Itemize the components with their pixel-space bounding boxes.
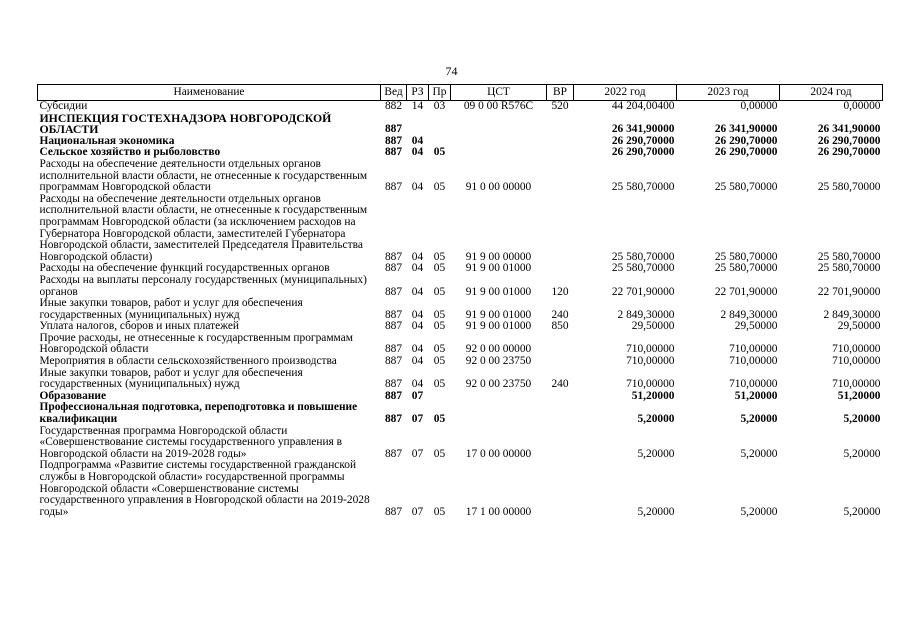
row-ved: 887	[384, 308, 403, 321]
row-name: Мероприятия в области сельскохозяйственного производства	[39, 355, 337, 368]
row-pr: 05	[433, 447, 446, 460]
row-name: Расходы на обеспечение деятельности отдельных органов исполнительной власти области, не отнесенные к государственным программам Новгородской области	[39, 157, 368, 194]
row-2024: 22 701,90000	[817, 285, 881, 298]
row-pr: 03	[433, 100, 446, 112]
header-vr: ВР	[547, 85, 574, 101]
row-2024: 2 849,30000	[823, 308, 881, 321]
row-2023: 22 701,90000	[714, 285, 778, 298]
row-ved: 887	[384, 389, 403, 402]
row-pr: 05	[433, 355, 446, 368]
row-ved: 887	[384, 378, 403, 391]
row-2022: 25 580,70000	[611, 181, 675, 194]
row-cst: 92 0 00 00000	[465, 343, 532, 356]
row-name: Государственная программа Новгородской области «Совершенствование системы государственного управления в Новгородской области на 2019-2028 годы»	[39, 424, 343, 460]
row-ved: 887	[384, 285, 403, 298]
row-rz: 07	[411, 389, 424, 402]
row-rz: 04	[411, 378, 424, 391]
row-name: ИНСПЕКЦИЯ ГОСТЕХНАДЗОРА НОВГОРОДСКОЙ ОБЛАСТИ	[39, 110, 332, 137]
table-header-row	[38, 85, 883, 101]
row-pr: 05	[433, 308, 446, 321]
row-2023: 25 580,70000	[714, 181, 778, 194]
header-2024: 2024 год	[780, 85, 883, 101]
row-pr: 05	[433, 285, 446, 298]
row-name: Расходы на выплаты персоналу государственных (муниципальных) органов	[39, 273, 367, 298]
row-name: Расходы на обеспечение функций государственных органов	[39, 262, 330, 275]
row-2023: 710,00000	[729, 355, 778, 368]
row-2023: 5,20000	[740, 505, 778, 518]
row-pr: 05	[433, 378, 446, 391]
row-2024: 710,00000	[832, 355, 881, 368]
row-name: Прочие расходы, не отнесенные к государственным программам Новгородской области	[39, 331, 353, 356]
header-rz: РЗ	[407, 85, 429, 101]
table-row	[38, 356, 883, 368]
row-2024: 0,00000	[843, 100, 881, 112]
row-2022: 25 580,70000	[611, 250, 675, 263]
row-2023: 26 290,70000	[714, 134, 778, 147]
row-pr: 05	[433, 320, 446, 333]
row-ved: 887	[384, 262, 403, 275]
budget-table	[37, 84, 883, 518]
row-ved: 887	[384, 505, 403, 518]
row-2024: 710,00000	[832, 343, 881, 356]
row-vr	[547, 460, 574, 518]
row-2024: 26 341,90000	[817, 123, 881, 136]
row-rz: 04	[411, 146, 424, 159]
row-name: Подпрограмма «Развитие системы государственной гражданской службы в Новгородской области» государственной программы Новгородской области «Совершенствование системы государственного управления в Новгородской области на 2019-2028 годы»	[39, 459, 370, 518]
row-2024: 29,50000	[837, 320, 881, 333]
row-2022: 26 290,70000	[611, 134, 675, 147]
row-name: Образование	[39, 389, 107, 402]
row-rz: 07	[411, 447, 424, 460]
row-name: Национальная экономика	[39, 134, 175, 147]
row-2022: 44 204,00400	[611, 100, 675, 112]
row-vr: 240	[551, 378, 569, 391]
row-2023: 25 580,70000	[714, 262, 778, 275]
row-ved: 887	[384, 181, 403, 194]
row-pr: 05	[433, 250, 446, 263]
table-row	[38, 368, 883, 391]
row-2023: 5,20000	[740, 413, 778, 426]
row-2022: 22 701,90000	[611, 285, 675, 298]
row-2023: 0,00000	[740, 100, 778, 112]
row-2024: 26 290,70000	[817, 134, 881, 147]
row-rz: 07	[411, 413, 424, 426]
row-name: Сельское хозяйство и рыболовство	[39, 146, 221, 159]
row-2022: 710,00000	[626, 378, 675, 391]
table-row	[38, 298, 883, 321]
row-cst: 17 1 00 00000	[465, 505, 532, 518]
row-pr: 05	[433, 343, 446, 356]
row-2024: 25 580,70000	[817, 262, 881, 275]
row-rz: 04	[411, 343, 424, 356]
row-name: Иные закупки товаров, работ и услуг для обеспечения государственных (муниципальных) нужд	[39, 366, 303, 391]
row-vr: 120	[551, 285, 569, 298]
row-name: Профессиональная подготовка, переподготовка и повышение квалификации	[39, 401, 358, 426]
row-vr: 850	[551, 320, 569, 333]
row-2024: 26 290,70000	[817, 146, 881, 159]
row-pr: 05	[433, 505, 446, 518]
row-2024: 25 580,70000	[817, 181, 881, 194]
row-pr: 05	[433, 413, 446, 426]
row-vr	[547, 333, 574, 356]
row-2022: 51,20000	[631, 389, 675, 402]
header-2022: 2022 год	[574, 85, 677, 101]
row-2023: 26 290,70000	[714, 146, 778, 159]
row-2022: 26 341,90000	[611, 123, 675, 136]
header-2023: 2023 год	[677, 85, 780, 101]
row-2022: 29,50000	[631, 320, 675, 333]
row-rz: 04	[411, 285, 424, 298]
row-2022: 2 849,30000	[617, 308, 675, 321]
row-cst: 91 9 00 01000	[465, 285, 532, 298]
row-vr	[547, 426, 574, 461]
row-rz: 04	[411, 355, 424, 368]
row-2023: 25 580,70000	[714, 250, 778, 263]
table-row	[38, 159, 883, 194]
row-vr: 520	[551, 100, 569, 112]
row-rz	[407, 113, 429, 136]
row-2023: 710,00000	[729, 378, 778, 391]
row-cst	[451, 402, 547, 425]
row-pr: 05	[433, 262, 446, 275]
row-ved: 887	[384, 250, 403, 263]
table-row	[38, 460, 883, 518]
row-rz: 04	[411, 181, 424, 194]
row-2022: 26 290,70000	[611, 146, 675, 159]
row-rz: 14	[411, 100, 424, 112]
row-name: Субсидии	[39, 100, 88, 112]
row-vr	[547, 194, 574, 264]
row-vr	[547, 391, 574, 403]
row-2022: 710,00000	[626, 355, 675, 368]
row-cst	[451, 147, 547, 159]
row-ved: 887	[384, 320, 403, 333]
row-2023: 2 849,30000	[720, 308, 778, 321]
table-row	[38, 194, 883, 264]
table-row	[38, 275, 883, 298]
row-rz: 04	[411, 134, 424, 147]
row-2022: 5,20000	[637, 505, 675, 518]
row-2022: 5,20000	[637, 447, 675, 460]
row-ved: 882	[384, 100, 403, 112]
row-pr: 05	[433, 181, 446, 194]
row-2022: 5,20000	[637, 413, 675, 426]
row-2024: 5,20000	[843, 505, 881, 518]
row-vr	[547, 356, 574, 368]
row-name: Расходы на обеспечение деятельности отдельных органов исполнительной власти области, не отнесенные к государственным программам Новгородской области (за исключением расходов на Губернатора Новгородской области, заместителей Губернатора Новгородской области, заместителей Председателя Правительства Новгородской области)	[39, 192, 368, 263]
row-vr: 240	[551, 308, 569, 321]
row-rz: 04	[411, 262, 424, 275]
row-ved: 887	[384, 447, 403, 460]
row-cst	[451, 136, 547, 148]
row-cst: 92 0 00 23750	[465, 378, 532, 391]
row-2023: 26 341,90000	[714, 123, 778, 136]
row-pr	[429, 113, 451, 136]
row-cst: 91 9 00 01000	[465, 308, 532, 321]
row-ved: 887	[384, 355, 403, 368]
page-number: 74	[445, 64, 458, 78]
row-cst: 91 9 00 00000	[465, 250, 532, 263]
row-vr	[547, 402, 574, 425]
row-2022: 25 580,70000	[611, 262, 675, 275]
row-2023: 710,00000	[729, 343, 778, 356]
row-cst: 09 0 00 R576C	[463, 100, 534, 112]
row-2023: 51,20000	[734, 389, 778, 402]
row-vr	[547, 136, 574, 148]
row-ved: 887	[384, 343, 403, 356]
row-vr	[547, 113, 574, 136]
row-cst: 92 0 00 23750	[465, 355, 532, 368]
row-pr: 05	[433, 146, 446, 159]
table-row	[38, 402, 883, 425]
row-ved: 887	[384, 146, 403, 159]
row-2024: 5,20000	[843, 413, 881, 426]
row-2022: 710,00000	[626, 343, 675, 356]
row-2023: 29,50000	[734, 320, 778, 333]
header-pr: Пр	[429, 85, 451, 101]
table-row	[38, 426, 883, 461]
row-rz: 04	[411, 308, 424, 321]
row-cst	[451, 391, 547, 403]
row-vr	[547, 159, 574, 194]
header-ved: Вед	[381, 85, 407, 101]
row-cst: 91 0 00 00000	[465, 181, 532, 194]
row-2024: 5,20000	[843, 447, 881, 460]
row-pr	[429, 391, 451, 403]
row-cst: 17 0 00 00000	[465, 447, 532, 460]
row-rz: 04	[411, 250, 424, 263]
row-vr	[547, 263, 574, 275]
row-2024: 710,00000	[832, 378, 881, 391]
row-cst: 91 9 00 01000	[465, 262, 532, 275]
row-cst	[451, 113, 547, 136]
row-2024: 51,20000	[837, 389, 881, 402]
row-vr	[547, 147, 574, 159]
row-2023: 5,20000	[740, 447, 778, 460]
row-ved: 887	[384, 134, 403, 147]
row-ved: 887	[384, 413, 403, 426]
row-rz: 07	[411, 505, 424, 518]
header-name: Наименование	[38, 85, 381, 101]
table-row	[38, 333, 883, 356]
row-2024: 25 580,70000	[817, 250, 881, 263]
row-cst: 91 9 00 01000	[465, 320, 532, 333]
row-name: Иные закупки товаров, работ и услуг для обеспечения государственных (муниципальных) нужд	[39, 297, 303, 321]
row-ved: 887	[384, 123, 403, 136]
header-cst: ЦСТ	[451, 85, 547, 101]
table-row	[38, 113, 883, 136]
row-rz: 04	[411, 320, 424, 333]
row-name: Уплата налогов, сборов и иных платежей	[39, 320, 239, 333]
